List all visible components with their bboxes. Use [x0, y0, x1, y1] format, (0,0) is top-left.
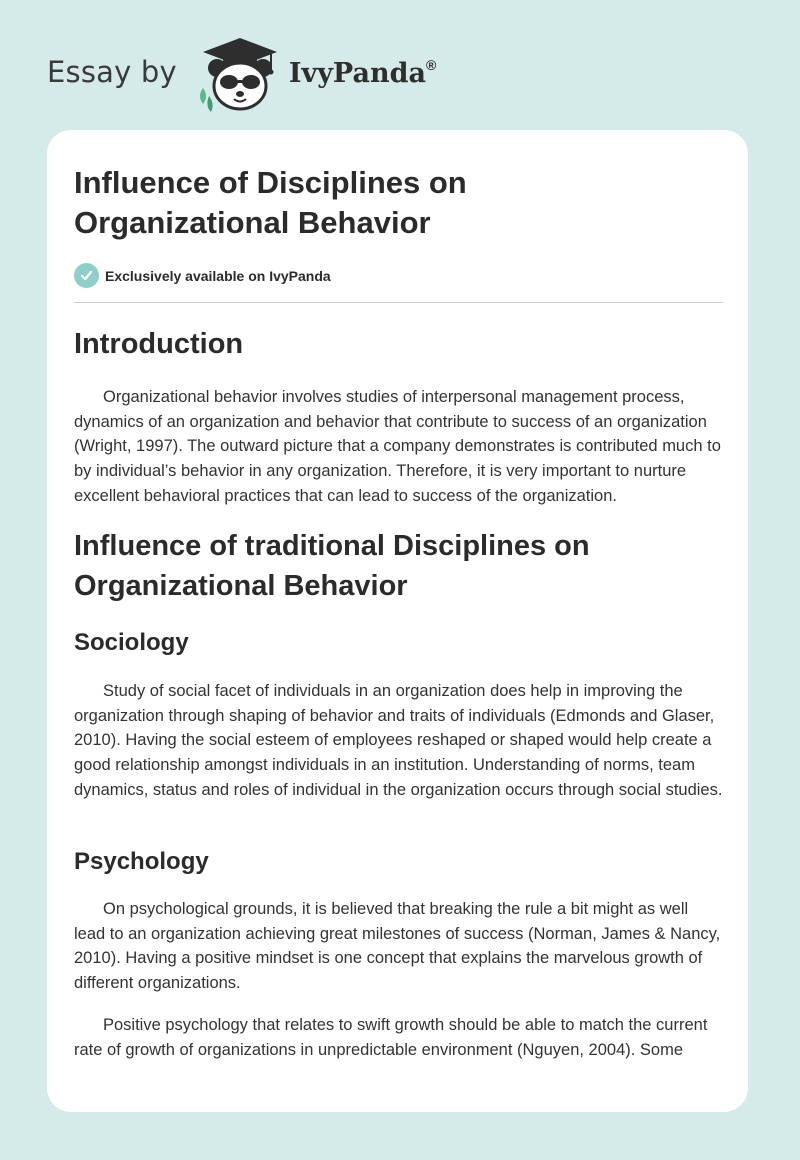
- exclusive-badge: [74, 263, 331, 288]
- check-icon: [74, 263, 99, 288]
- essay-by-label: Essay by: [47, 55, 177, 89]
- section-heading-traditional-disciplines: Influence of traditional Disciplines on Organizational Behavior: [74, 530, 590, 602]
- subsection-heading-psychology: Psychology: [74, 848, 209, 875]
- exclusive-label: Exclusively available on IvyPanda: [105, 267, 331, 284]
- paragraph-psychology-2: Positive psychology that relates to swift growth should be able to match the current rate of growth of organizations in unpredictable environment (Nguyen, 2004). Some: [74, 1016, 708, 1059]
- site-header: [47, 36, 547, 116]
- ivypanda-logo-icon: [195, 36, 285, 116]
- paragraph-introduction: Organizational behavior involves studies of interpersonal management process, dynamics of an organization and behavior that contribute to success of an organization (Wright, 1997). The outward picture that a company demonstrates is contributed much to by individual’s behavior in any organization. Therefore, it is very important to nurture excellent behavioral practices that can lead to success of the organization.: [74, 388, 721, 505]
- paragraph-psychology-1: On psychological grounds, it is believed that breaking the rule a bit might as well lead to an organization achieving great milestones of success (Norman, James & Nancy, 2010). Having a positive mindset is one concept that explains the marvelous growth of different organizations.: [74, 900, 721, 993]
- paragraph-sociology: Study of social facet of individuals in an organization does help in improving the organization through shaping of behavior and traits of individuals (Edmonds and Glaser, 2010). Having the social esteem of employees reshaped or shaped would help create a good relationship amongst individuals in an institution. Understanding of norms, team dynamics, status and roles of individual in the organization occurs through social studies.: [74, 682, 723, 799]
- brand-name: IvyPanda®: [288, 57, 437, 89]
- article-title: Influence of Disciplines on Organizational Behavior: [74, 165, 467, 240]
- subsection-heading-sociology: Sociology: [74, 629, 189, 656]
- registered-mark: ®: [425, 57, 437, 73]
- article-card: [47, 130, 748, 1112]
- section-heading-introduction: Introduction: [74, 328, 244, 360]
- divider: [74, 302, 723, 303]
